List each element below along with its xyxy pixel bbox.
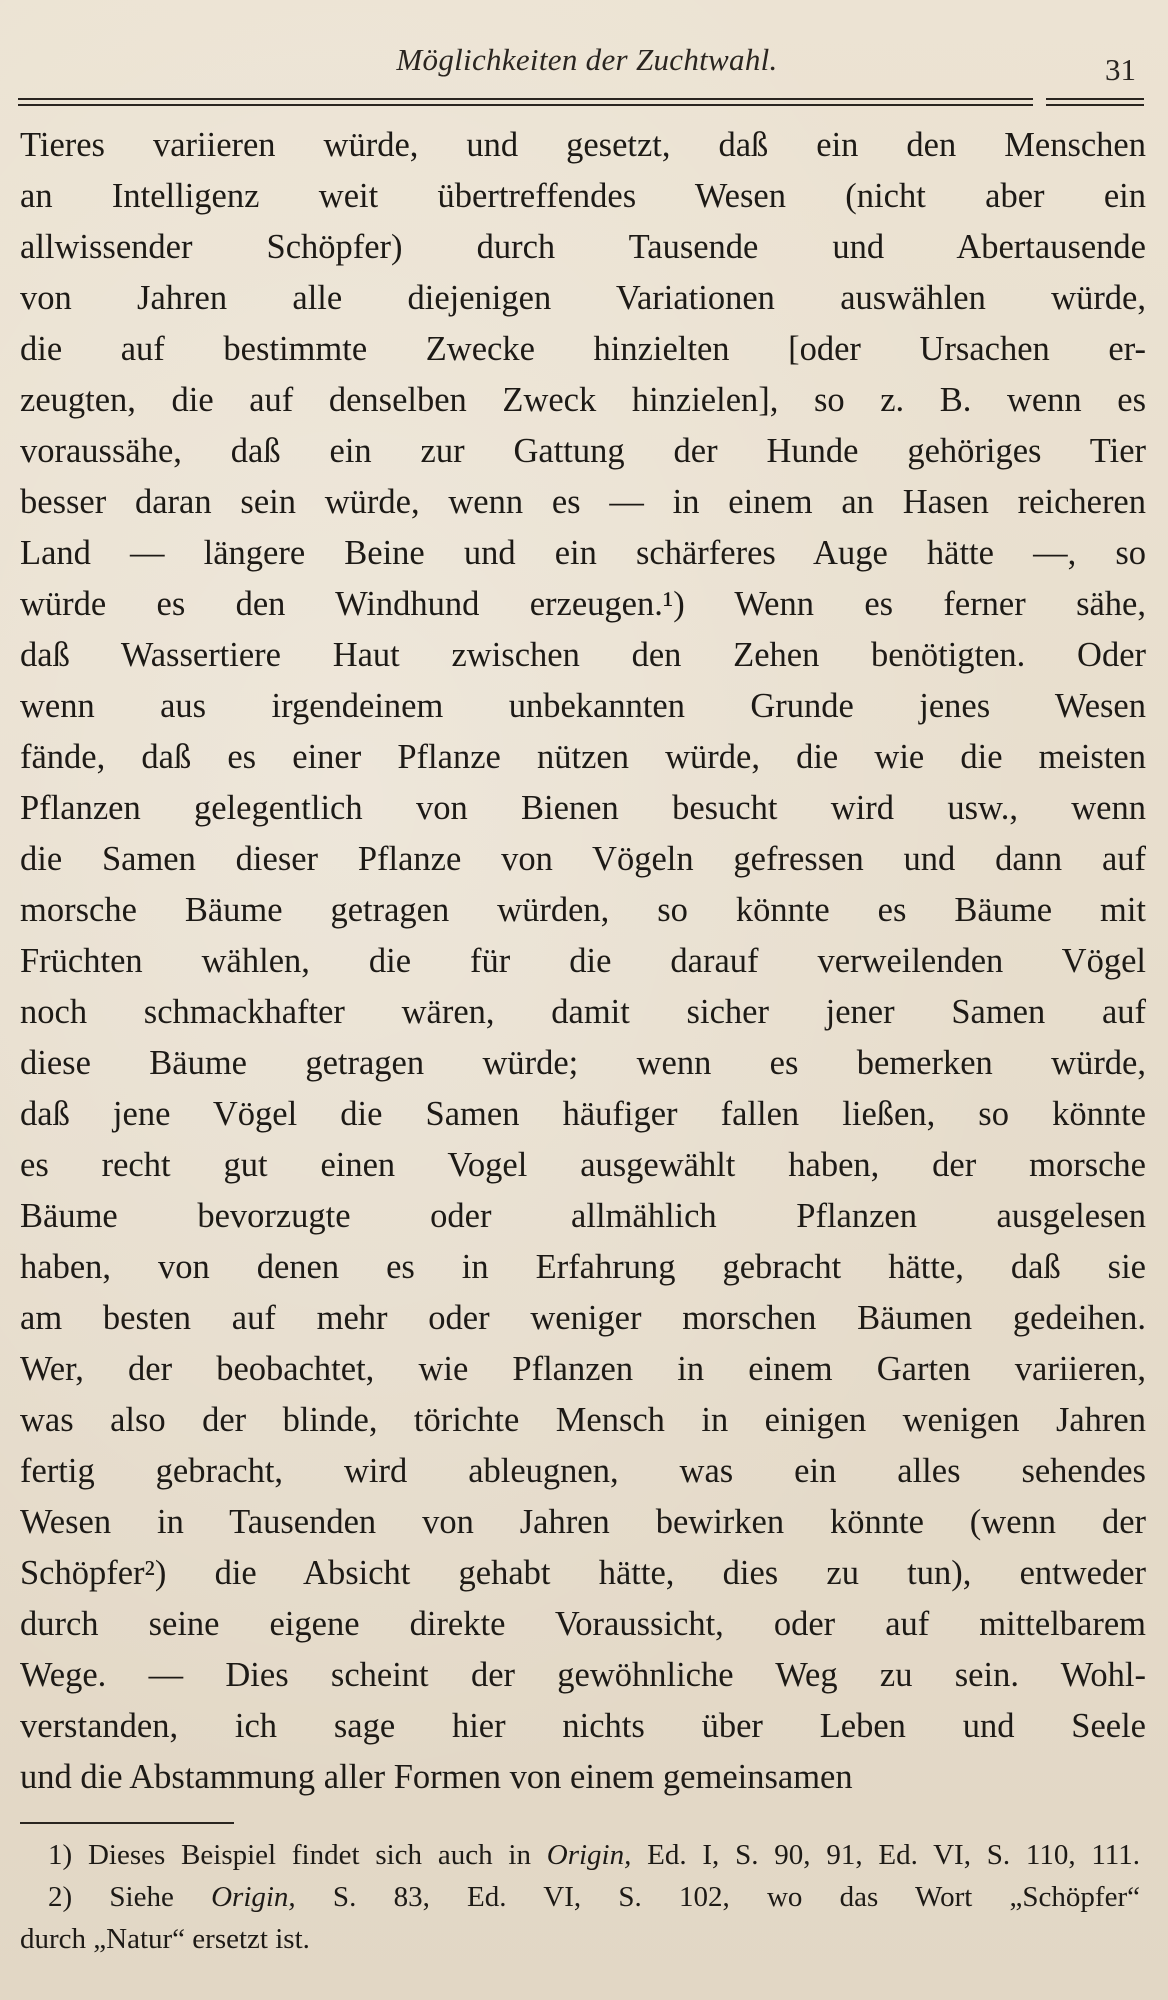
text-line: Wesen in Tausenden von Jahren bewirken könnte (wenn der <box>20 1503 1146 1541</box>
footnote-rule <box>20 1822 234 1824</box>
text-line: verstanden, ich sage hier nichts über Leben und Seele <box>20 1707 1146 1745</box>
text-line: Pflanzen gelegentlich von Bienen besucht wird usw., wenn <box>20 789 1146 827</box>
text-line: morsche Bäume getragen würden, so könnte es Bäume mit <box>20 891 1146 929</box>
text-line: was also der blinde, törichte Mensch in einigen wenigen Jahren <box>20 1401 1146 1439</box>
footnote-1-prefix: 1) Dieses Beispiel findet sich auch in <box>48 1839 547 1871</box>
text-line: würde es den Windhund erzeugen.¹) Wenn es ferner sähe, <box>20 585 1146 623</box>
page-number-double-rule <box>1046 98 1144 106</box>
text-line: Schöpfer²) die Absicht gehabt hätte, dies zu tun), entweder <box>20 1554 1146 1592</box>
page-number: 31 <box>1105 52 1136 87</box>
text-line: fertig gebracht, wird ableugnen, was ein alles sehendes <box>20 1452 1146 1490</box>
text-line: voraussähe, daß ein zur Gattung der Hunde gehöriges Tier <box>20 432 1146 470</box>
text-line: daß Wassertiere Haut zwischen den Zehen benötigten. Oder <box>20 636 1146 674</box>
text-line: Tieres variieren würde, und gesetzt, daß ein den Menschen <box>20 126 1146 164</box>
text-line: diese Bäume getragen würde; wenn es bemerken würde, <box>20 1044 1146 1082</box>
text-line: allwissender Schöpfer) durch Tausende und Abertausende <box>20 228 1146 266</box>
text-line: es recht gut einen Vogel ausgewählt haben, der morsche <box>20 1146 1146 1184</box>
text-line: die Samen dieser Pflanze von Vögeln gefressen und dann auf <box>20 840 1146 878</box>
footnote-2-work: Origin, <box>211 1881 296 1913</box>
text-line: Wege. — Dies scheint der gewöhnliche Weg zu sein. Wohl- <box>20 1656 1146 1694</box>
footnote-2-prefix: 2) Siehe <box>48 1881 212 1913</box>
main-text <box>20 120 1146 1803</box>
footnote-2-continued: durch „Natur“ ersetzt ist. <box>20 1923 310 1955</box>
text-line: Früchten wählen, die für die darauf verweilenden Vögel <box>20 942 1146 980</box>
footnote-2-rest: S. 83, Ed. VI, S. 102, wo das Wort „Schöpfer“ <box>295 1881 1140 1913</box>
text-line: wenn aus irgendeinem unbekannten Grunde jenes Wesen <box>20 687 1146 725</box>
text-line: durch seine eigene direkte Voraussicht, oder auf mittelbarem <box>20 1605 1146 1643</box>
footnotes <box>20 1834 1140 1960</box>
text-line: und die Abstammung aller Formen von einem gemeinsamen <box>20 1758 853 1796</box>
text-line: daß jene Vögel die Samen häufiger fallen ließen, so könnte <box>20 1095 1146 1133</box>
running-title: Möglichkeiten der Zuchtwahl. <box>396 42 778 77</box>
text-line: zeugten, die auf denselben Zweck hinzielen], so z. B. wenn es <box>20 381 1146 419</box>
text-line: am besten auf mehr oder weniger morschen Bäumen gedeihen. <box>20 1299 1146 1337</box>
text-line: an Intelligenz weit übertreffendes Wesen (nicht aber ein <box>20 177 1146 215</box>
text-line: Land — längere Beine und ein schärferes Auge hätte —, so <box>20 534 1146 572</box>
footnote-1 <box>48 1834 1140 1876</box>
page-header <box>18 38 1156 87</box>
text-line: von Jahren alle diejenigen Variationen auswählen würde, <box>20 279 1146 317</box>
text-line: Bäume bevorzugte oder allmählich Pflanzen ausgelesen <box>20 1197 1146 1235</box>
header-double-rule <box>18 98 1033 106</box>
footnote-2 <box>48 1876 1140 1918</box>
text-line: Wer, der beobachtet, wie Pflanzen in einem Garten variieren, <box>20 1350 1146 1388</box>
footnote-1-work: Origin, <box>546 1839 632 1871</box>
text-line: besser daran sein würde, wenn es — in einem an Hasen reicheren <box>20 483 1146 521</box>
text-line: noch schmackhafter wären, damit sicher jener Samen auf <box>20 993 1146 1031</box>
footnote-1-rest: Ed. I, S. 90, 91, Ed. VI, S. 110, 111. <box>631 1839 1140 1871</box>
text-line: haben, von denen es in Erfahrung gebracht hätte, daß sie <box>20 1248 1146 1286</box>
text-line: fände, daß es einer Pflanze nützen würde, die wie die meisten <box>20 738 1146 776</box>
text-line: die auf bestimmte Zwecke hinzielten [oder Ursachen er- <box>20 330 1146 368</box>
